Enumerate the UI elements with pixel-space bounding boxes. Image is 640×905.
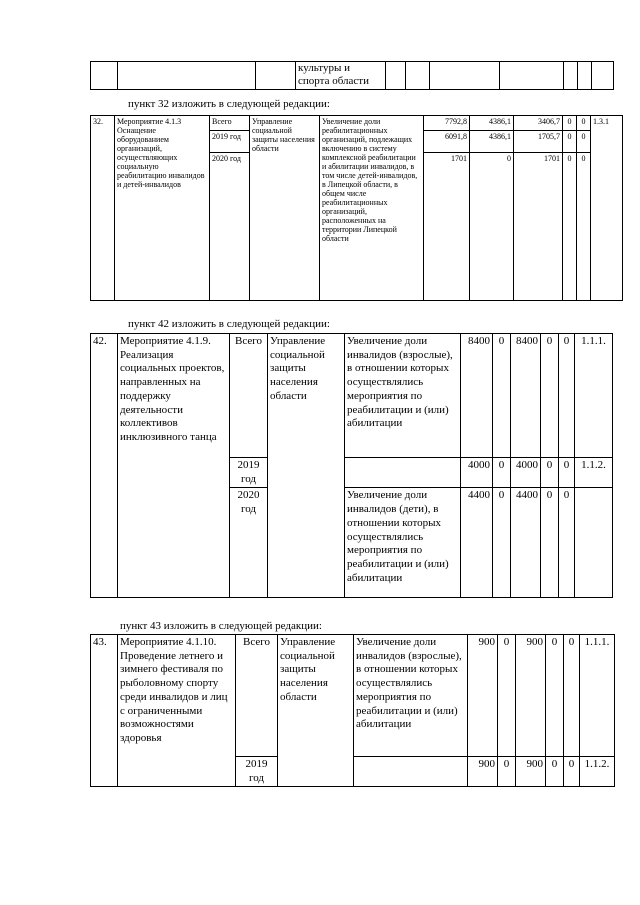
indicator-cell	[345, 458, 461, 488]
other-cell: 0	[564, 757, 580, 787]
item-number: 43.	[91, 635, 118, 787]
other-cell: 0	[577, 131, 591, 153]
regional-cell: 1705,7	[514, 131, 563, 153]
federal-cell: 0	[493, 458, 511, 488]
other-cell: 0	[559, 458, 575, 488]
code-cell: 1.1.1.	[580, 635, 615, 757]
other-cell: 0	[577, 153, 591, 301]
indicator-cell: Увеличение доли инвалидов (дети), в отношении которых осуществлялись мероприятия по реабилитации и (или) абилитации	[345, 488, 461, 598]
federal-cell: 4386,1	[470, 116, 514, 131]
indicator-cell: Увеличение доли инвалидов (взрослые), в отношении которых осуществлялись мероприятия по реабилитации и (или) абилитации	[345, 334, 461, 458]
measure-name: Мероприятие 4.1.3 Оснащение оборудованием организаций, осуществляющих социальную реабилитацию инвалидов и детей-инвалидов	[115, 116, 210, 301]
section-heading-42: пункт 42 изложить в следующей редакции:	[128, 318, 330, 330]
code-cell: 1.3.1	[591, 116, 623, 301]
other-cell: 0	[564, 635, 580, 757]
period-cell: 2019 год	[236, 757, 278, 787]
municipal-cell: 0	[563, 116, 577, 131]
total-cell: 900	[468, 635, 498, 757]
code-cell: 1.1.2.	[580, 757, 615, 787]
period-cell: Всего	[210, 116, 250, 131]
municipal-cell: 0	[563, 131, 577, 153]
other-cell: 0	[559, 334, 575, 458]
federal-cell: 4386,1	[470, 131, 514, 153]
indicator-cell: Увеличение доли реабилитационных организаций, подлежащих включению в систему комплексной реабилитации и абилитации инвалидов, в том числе детей-инвалидов, в Липецкой области, в общем числе реабилитационных организаций, расположенных на территории Липецкой области	[320, 116, 424, 301]
period-cell: Всего	[236, 635, 278, 757]
regional-cell: 900	[516, 757, 546, 787]
federal-cell: 0	[498, 635, 516, 757]
federal-cell: 0	[493, 334, 511, 458]
federal-cell: 0	[493, 488, 511, 598]
total-cell: 6091,8	[424, 131, 470, 153]
top-fragment-table	[90, 61, 614, 90]
section-heading-43: пункт 43 изложить в следующей редакции:	[120, 620, 322, 632]
period-cell: 2019 год	[210, 131, 250, 153]
indicator-cell	[354, 757, 468, 787]
regional-cell: 4000	[511, 458, 541, 488]
total-cell: 4400	[461, 488, 493, 598]
total-cell: 1701	[424, 153, 470, 301]
code-cell: 1.1.1.	[575, 334, 613, 458]
municipal-cell: 0	[563, 153, 577, 301]
total-cell: 4000	[461, 458, 493, 488]
indicator-cell: Увеличение доли инвалидов (взрослые), в отношении которых осуществлялись мероприятия по реабилитации и (или) абилитации	[354, 635, 468, 757]
item-43-table	[90, 634, 615, 787]
item-32-table	[90, 115, 623, 301]
federal-cell: 0	[470, 153, 514, 301]
other-cell: 0	[577, 116, 591, 131]
municipal-cell: 0	[546, 757, 564, 787]
measure-name: Мероприятие 4.1.9. Реализация социальных проектов, направленных на поддержку деятельности коллективов инклюзивного танца	[118, 334, 230, 598]
executor-cell: Управление социальной защиты населения области	[278, 635, 354, 787]
item-42-table	[90, 333, 613, 598]
executor-cell: Управление социальной защиты населения области	[250, 116, 320, 301]
regional-cell: 3406,7	[514, 116, 563, 131]
total-cell: 7792,8	[424, 116, 470, 131]
federal-cell: 0	[498, 757, 516, 787]
period-cell: 2019 год	[230, 458, 268, 488]
item-number: 32.	[91, 116, 115, 301]
other-cell: 0	[559, 488, 575, 598]
item-number: 42.	[91, 334, 118, 598]
municipal-cell: 0	[546, 635, 564, 757]
section-heading-32: пункт 32 изложить в следующей редакции:	[128, 98, 330, 110]
municipal-cell: 0	[541, 458, 559, 488]
regional-cell: 1701	[514, 153, 563, 301]
period-cell: Всего	[230, 334, 268, 458]
measure-name: Мероприятие 4.1.10. Проведение летнего и зимнего фестиваля по рыболовному спорту среди инвалидов и лиц с ограниченными возможностями здоровья	[118, 635, 236, 787]
municipal-cell: 0	[541, 488, 559, 598]
executor-cell: Управление социальной защиты населения области	[268, 334, 345, 598]
regional-cell: 900	[516, 635, 546, 757]
municipal-cell: 0	[541, 334, 559, 458]
total-cell: 900	[468, 757, 498, 787]
regional-cell: 4400	[511, 488, 541, 598]
code-cell: 1.1.2.	[575, 458, 613, 488]
period-cell: 2020 год	[210, 153, 250, 301]
total-cell: 8400	[461, 334, 493, 458]
period-cell: 2020 год	[230, 488, 268, 598]
regional-cell: 8400	[511, 334, 541, 458]
executor-cell: культуры и спорта области	[296, 62, 386, 90]
code-cell	[575, 488, 613, 598]
